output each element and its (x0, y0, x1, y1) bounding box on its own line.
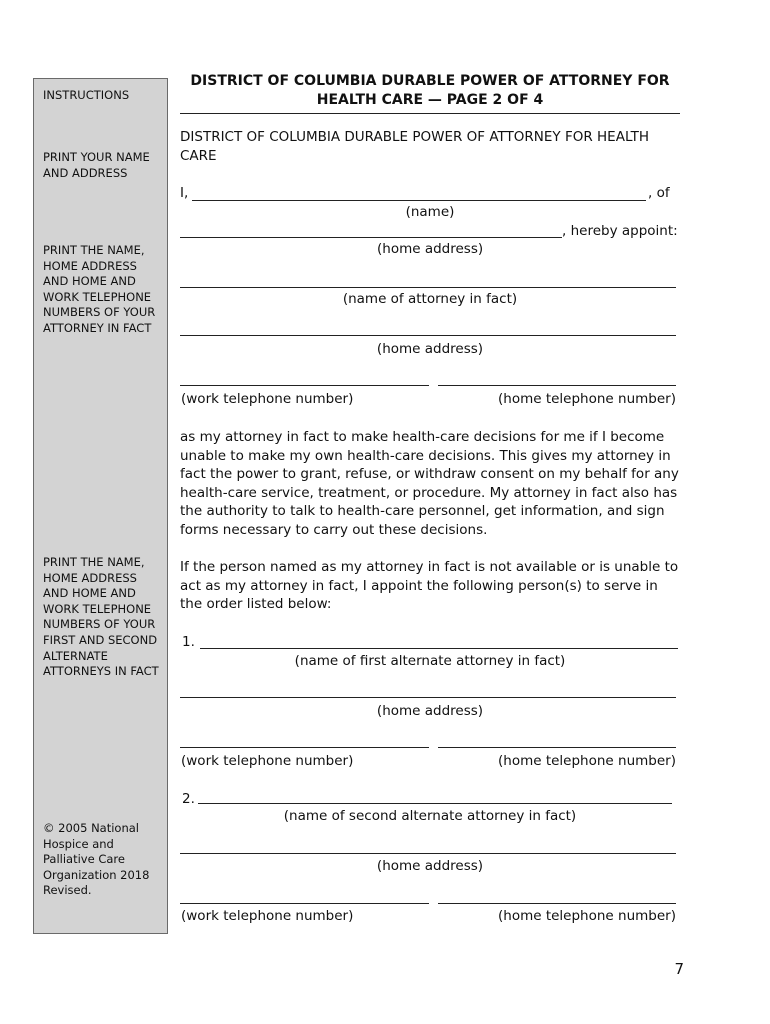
alt1-work-phone-caption: (work telephone number) (181, 753, 354, 769)
attorney-name-line[interactable] (180, 287, 676, 288)
page-number: 7 (674, 960, 684, 978)
attorney-home-phone-caption: (home telephone number) (498, 391, 676, 407)
attorney-home-phone-line[interactable] (438, 385, 676, 386)
alt1-address-caption: (home address) (376, 703, 484, 719)
alt2-name-caption: (name of second alternate attorney in fact) (283, 808, 577, 824)
alternate-paragraph: If the person named as my attorney in fact is not available or is unable to act as my attorney in fact, I appoint the following person(s) to serve in the order listed below: (180, 559, 679, 613)
alt2-name-line[interactable] (198, 803, 672, 804)
authority-paragraph: as my attorney in fact to make health-care decisions for me if I become unable to make my own health-care decisions. This gives my attorney in fact the power to grant, refuse, or withdraw consent on my behalf for any health-care service, treatment, or procedure. My attorney in fact also has the authority to talk to health-care personnel, get information, and sign forms necessary to carry out these decisions. (180, 429, 679, 538)
of-suffix: , of (648, 185, 670, 201)
alt2-home-phone-caption: (home telephone number) (498, 908, 676, 924)
form-subtitle: DISTRICT OF COLUMBIA DURABLE POWER OF ATTORNEY FOR HEALTH CARE (180, 129, 649, 164)
hereby-appoint: , hereby appoint: (562, 223, 678, 239)
alt1-name-line[interactable] (200, 648, 678, 649)
instruction-attorney: PRINT THE NAME, HOME ADDRESS AND HOME AND WORK TELEPHONE NUMBERS OF YOUR ATTORNEY IN FACT (43, 243, 156, 335)
name-caption: (name) (405, 204, 455, 220)
title-divider (180, 113, 680, 114)
page-title: DISTRICT OF COLUMBIA DURABLE POWER OF ATTORNEY FOR HEALTH CARE — PAGE 2 OF 4 (190, 73, 670, 108)
alt1-home-phone-line[interactable] (438, 747, 676, 748)
attorney-address-line[interactable] (180, 335, 676, 336)
instructions-heading: INSTRUCTIONS (43, 88, 130, 102)
home-address-caption: (home address) (377, 241, 484, 257)
attorney-work-phone-caption: (work telephone number) (181, 391, 354, 407)
alt2-address-caption: (home address) (376, 858, 484, 874)
copyright-notice: © 2005 National Hospice and Palliative Care Organization 2018 Revised. (43, 821, 150, 898)
alt2-address-line[interactable] (180, 853, 676, 854)
alt1-address-line[interactable] (180, 697, 676, 698)
alt2-work-phone-caption: (work telephone number) (181, 908, 354, 924)
principal-name-line[interactable] (192, 200, 646, 201)
attorney-address-caption: (home address) (376, 341, 484, 357)
instruction-name-address: PRINT YOUR NAME AND ADDRESS (43, 150, 150, 180)
instructions-sidebar (33, 78, 168, 934)
i-prefix: I, (180, 185, 189, 201)
alt1-home-phone-caption: (home telephone number) (498, 753, 676, 769)
alt1-work-phone-line[interactable] (180, 747, 429, 748)
instruction-alternates: PRINT THE NAME, HOME ADDRESS AND HOME AND WORK TELEPHONE NUMBERS OF YOUR FIRST AND SECOND ALTERNATE ATTORNEYS IN FACT (43, 555, 159, 679)
attorney-work-phone-line[interactable] (180, 385, 429, 386)
alt2-number: 2. (182, 791, 195, 807)
alt1-number: 1. (182, 634, 195, 650)
alt1-name-caption: (name of first alternate attorney in fact) (294, 653, 566, 669)
alt2-work-phone-line[interactable] (180, 903, 429, 904)
attorney-name-caption: (name of attorney in fact) (342, 291, 518, 307)
principal-address-line[interactable] (180, 237, 562, 238)
alt2-home-phone-line[interactable] (438, 903, 676, 904)
